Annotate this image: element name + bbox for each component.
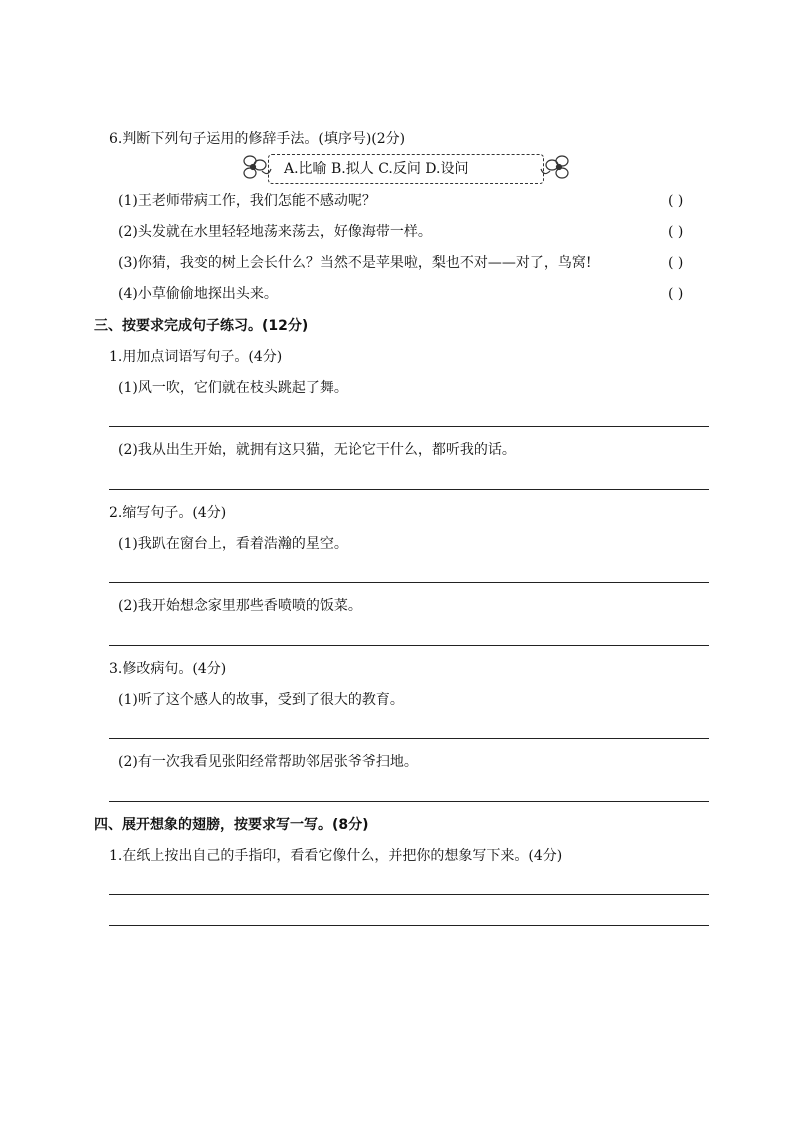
section-4-title: 四、展开想象的翅膀，按要求写一写。(8分) — [94, 817, 369, 833]
s3-q3-item-2: (2)有一次我看见张阳经常帮助邻居张爷爷扫地。 — [118, 754, 418, 770]
answer-line[interactable] — [109, 582, 709, 583]
s3-q2-item-1: (1)我趴在窗台上，看着浩瀚的星空。 — [118, 536, 348, 552]
answer-line[interactable] — [109, 426, 709, 427]
s4-q1-heading: 1.在纸上按出自己的手指印，看看它像什么，并把你的想象写下来。(4分) — [109, 848, 563, 864]
s3-q3-item-1: (1)听了这个感人的故事，受到了很大的教育。 — [118, 692, 404, 708]
q6-item-1: (1)王老师带病工作，我们怎能不感动呢？ — [118, 193, 376, 209]
s3-q2-item-2: (2)我开始想念家里那些香喷喷的饭菜。 — [118, 598, 362, 614]
s3-q3-heading: 3.修改病句。(4分) — [109, 661, 227, 677]
answer-line[interactable] — [109, 645, 709, 646]
q6-item-2: (2)头发就在水里轻轻地荡来荡去，好像海带一样。 — [118, 224, 432, 240]
answer-parentheses: ( ) — [668, 193, 684, 209]
answer-line[interactable] — [109, 489, 709, 490]
q6-item-3: (3)你猜，我变的树上会长什么？当然不是苹果啦，梨也不对——对了，鸟窝! — [118, 255, 592, 271]
answer-parentheses: ( ) — [668, 224, 684, 240]
flower-ornament-icon — [238, 151, 272, 185]
s3-q2-heading: 2.缩写句子。(4分) — [109, 505, 227, 521]
q6-item-4: (4)小草偷偷地探出头来。 — [118, 286, 278, 302]
answer-parentheses: ( ) — [668, 255, 684, 271]
rhetoric-options: A.比喻 B.拟人 C.反问 D.设问 — [284, 161, 469, 177]
section-3-title: 三、按要求完成句子练习。(12分) — [94, 318, 309, 334]
answer-line[interactable] — [109, 801, 709, 802]
s3-q1-item-2: (2)我从出生开始，就拥有这只猫，无论它干什么，都听我的话。 — [118, 442, 516, 458]
answer-parentheses: ( ) — [668, 286, 684, 302]
s3-q1-heading: 1.用加点词语写句子。(4分) — [109, 349, 283, 365]
s3-q1-item-1: (1)风一吹，它们就在枝头跳起了舞。 — [118, 380, 348, 396]
answer-line[interactable] — [109, 925, 709, 926]
flower-ornament-icon — [540, 151, 574, 185]
answer-line[interactable] — [109, 738, 709, 739]
q6-heading: 6.判断下列句子运用的修辞手法。(填序号)(2分) — [109, 131, 406, 147]
answer-line[interactable] — [109, 894, 709, 895]
